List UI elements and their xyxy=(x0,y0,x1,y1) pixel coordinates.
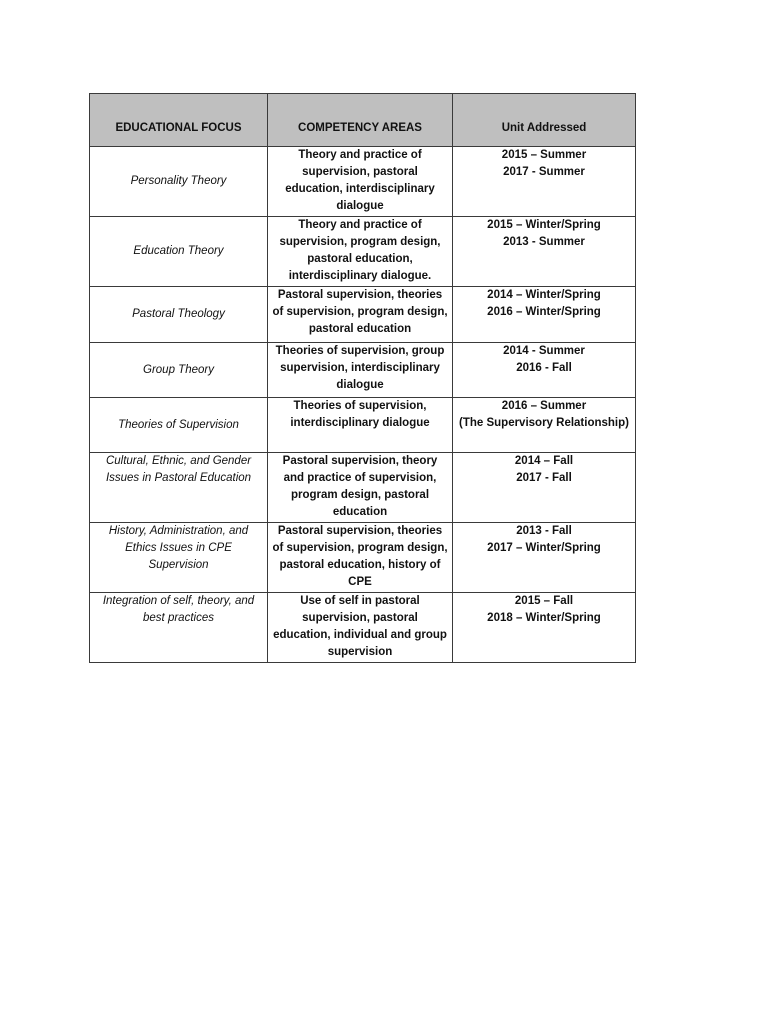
table-row xyxy=(90,398,636,453)
competency-table xyxy=(89,93,636,663)
competency-cell: Theories of supervision, group supervision, interdisciplinary dialogue xyxy=(268,343,453,398)
unit-line: 2015 – Summer xyxy=(501,149,587,161)
table-row xyxy=(90,343,636,398)
table-row xyxy=(90,523,636,593)
unit-line: 2013 - Summer xyxy=(503,236,585,248)
unit-line: 2017 - Fall xyxy=(516,472,572,484)
focus-cell: History, Administration, and Ethics Issues in CPE Supervision xyxy=(90,523,268,593)
unit-cell xyxy=(453,398,636,453)
unit-cell xyxy=(453,217,636,287)
focus-cell: Personality Theory xyxy=(90,147,268,217)
header-educational-focus: EDUCATIONAL FOCUS xyxy=(90,94,268,147)
header-competency-areas: COMPETENCY AREAS xyxy=(268,94,453,147)
unit-cell xyxy=(453,593,636,663)
table-row xyxy=(90,593,636,663)
competency-cell: Theory and practice of supervision, pastoral education, interdisciplinary dialogue xyxy=(268,147,453,217)
competency-cell: Theories of supervision, interdisciplinary dialogue xyxy=(268,398,453,453)
unit-line: 2016 – Summer xyxy=(501,400,587,412)
focus-cell: Pastoral Theology xyxy=(90,287,268,343)
focus-cell: Cultural, Ethnic, and Gender Issues in Pastoral Education xyxy=(90,453,268,523)
unit-line: (The Supervisory Relationship) xyxy=(459,417,629,429)
unit-line: 2014 - Summer xyxy=(503,345,585,357)
focus-cell: Theories of Supervision xyxy=(90,398,268,453)
focus-cell: Education Theory xyxy=(90,217,268,287)
unit-line: 2017 - Summer xyxy=(503,166,585,178)
focus-cell: Integration of self, theory, and best practices xyxy=(90,593,268,663)
competency-cell: Theory and practice of supervision, program design, pastoral education, interdisciplinary dialogue. xyxy=(268,217,453,287)
table-row xyxy=(90,147,636,217)
unit-line: 2015 – Winter/Spring xyxy=(487,219,601,231)
table-header-row xyxy=(90,94,636,147)
unit-cell xyxy=(453,453,636,523)
unit-line: 2017 – Winter/Spring xyxy=(487,542,601,554)
competency-cell: Pastoral supervision, theory and practice of supervision, program design, pastoral education xyxy=(268,453,453,523)
unit-cell xyxy=(453,523,636,593)
table-row xyxy=(90,217,636,287)
table-row xyxy=(90,287,636,343)
competency-cell: Pastoral supervision, theories of supervision, program design, pastoral education xyxy=(268,287,453,343)
unit-line: 2014 – Fall xyxy=(514,455,574,467)
table-row xyxy=(90,453,636,523)
competency-cell: Use of self in pastoral supervision, pastoral education, individual and group supervision xyxy=(268,593,453,663)
competency-cell: Pastoral supervision, theories of supervision, program design, pastoral education, history of CPE xyxy=(268,523,453,593)
unit-line: 2014 – Winter/Spring xyxy=(487,289,601,301)
header-unit-addressed: Unit Addressed xyxy=(453,94,636,147)
unit-cell xyxy=(453,287,636,343)
unit-cell xyxy=(453,343,636,398)
unit-line: 2015 – Fall xyxy=(514,595,574,607)
unit-line: 2016 – Winter/Spring xyxy=(487,306,601,318)
unit-cell xyxy=(453,147,636,217)
focus-cell: Group Theory xyxy=(90,343,268,398)
unit-line: 2016 - Fall xyxy=(516,362,572,374)
unit-line: 2018 – Winter/Spring xyxy=(487,612,601,624)
unit-line: 2013 - Fall xyxy=(516,525,572,537)
